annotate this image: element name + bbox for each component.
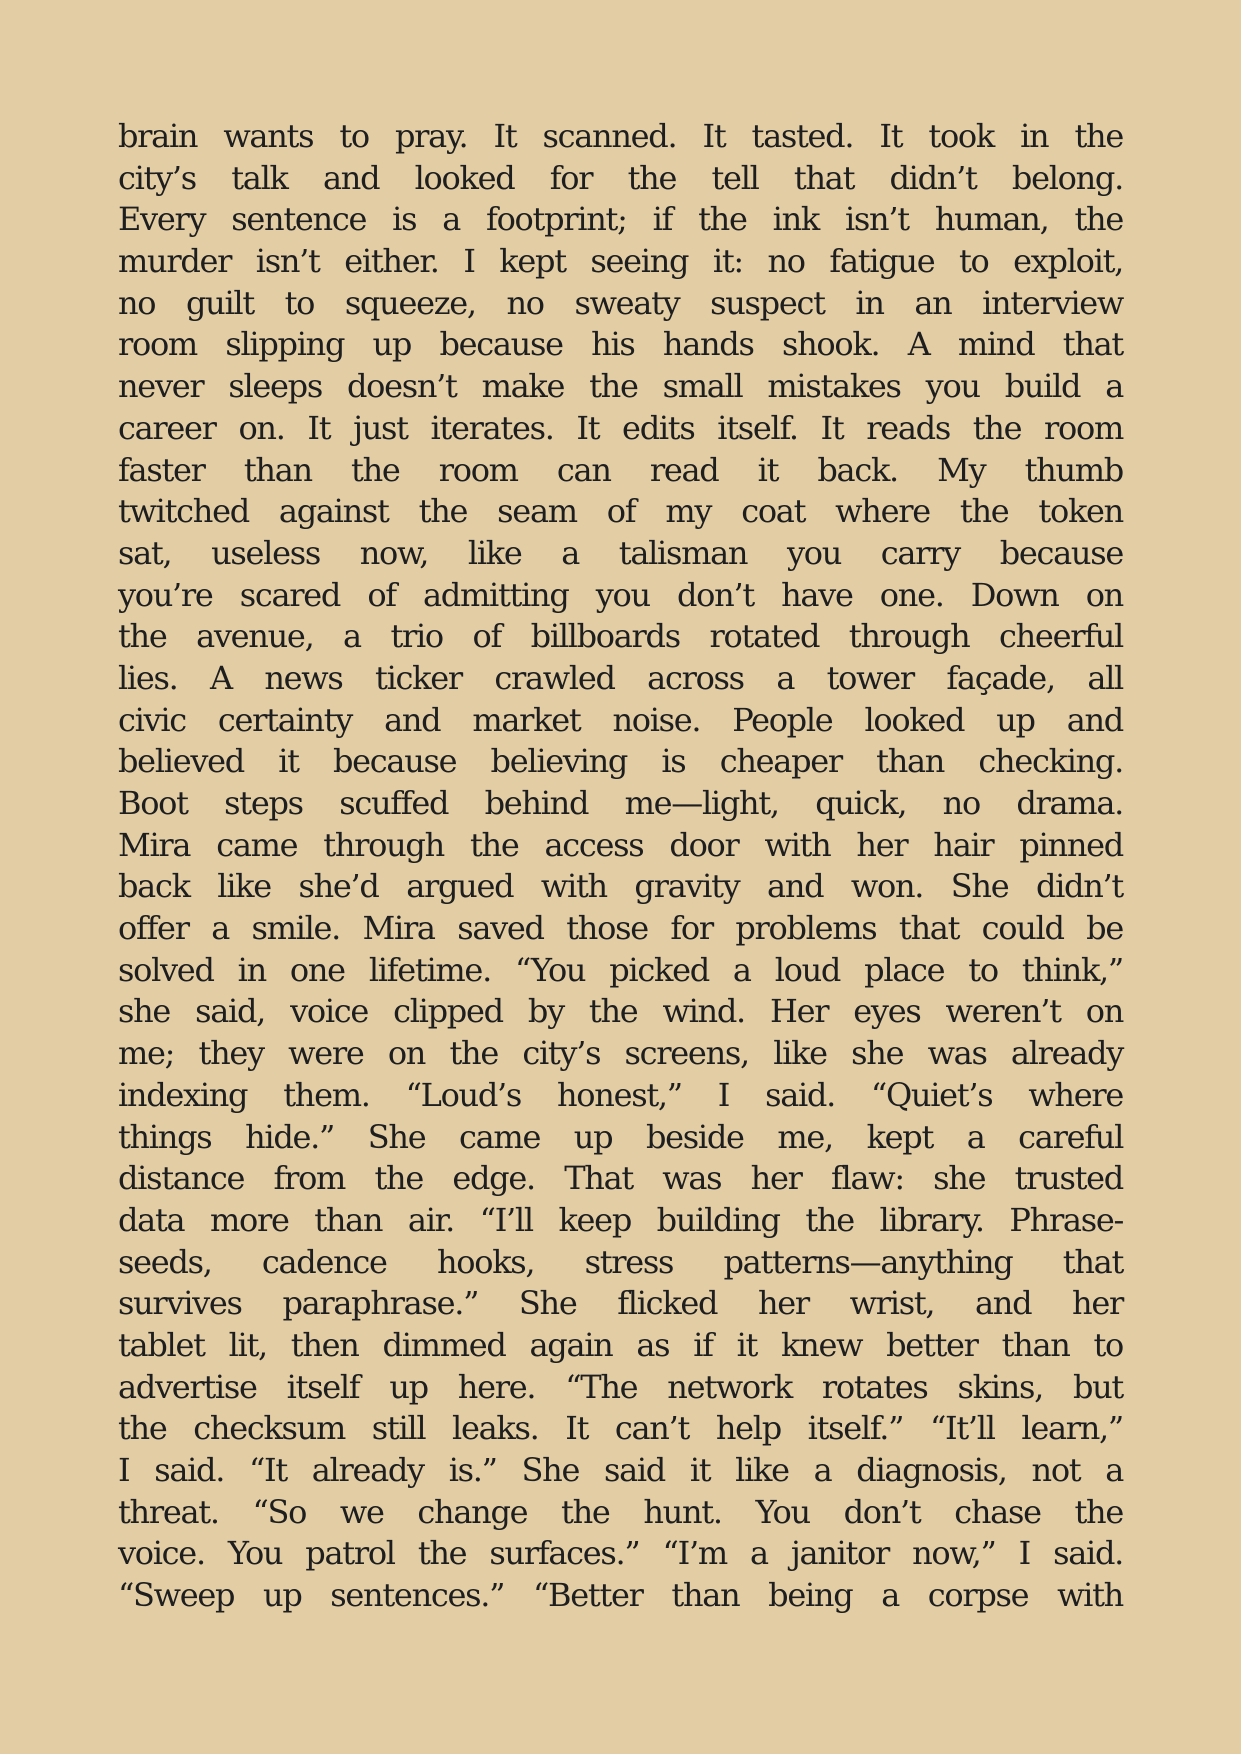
- text-line: “Sweep up sentences.” “Better than being a corpse with: [118, 1576, 1123, 1615]
- text-line: city’s talk and looked for the tell that didn’t belong.: [118, 158, 1123, 197]
- text-line: Every sentence is a footprint; if the ink isn’t human, the: [118, 200, 1123, 239]
- text-line: me; they were on the city’s screens, like she was already: [118, 1034, 1123, 1073]
- text-line: tablet lit, then dimmed again as if it knew better than to: [118, 1325, 1123, 1364]
- text-line: you’re scared of admitting you don’t have one. Down on: [118, 575, 1123, 614]
- text-line: faster than the room can read it back. My thumb: [118, 450, 1123, 489]
- text-line: she said, voice clipped by the wind. Her eyes weren’t on: [118, 992, 1123, 1031]
- text-line: never sleeps doesn’t make the small mistakes you build a: [118, 367, 1123, 406]
- text-line: survives paraphrase.” She flicked her wrist, and her: [118, 1284, 1123, 1323]
- text-line: solved in one lifetime. “You picked a loud place to think,”: [118, 950, 1123, 989]
- text-line: civic certainty and market noise. People looked up and: [118, 700, 1123, 739]
- text-line: advertise itself up here. “The network rotates skins, but: [118, 1367, 1123, 1406]
- text-line: indexing them. “Loud’s honest,” I said. “Quiet’s where: [118, 1075, 1123, 1114]
- text-line: twitched against the seam of my coat where the token: [118, 492, 1123, 531]
- text-line: things hide.” She came up beside me, kept a careful: [118, 1117, 1123, 1156]
- text-line: brain wants to pray. It scanned. It tasted. It took in the: [118, 117, 1123, 155]
- text-line: Boot steps scuffed behind me—light, quick, no drama.: [118, 784, 1123, 822]
- text-line: offer a smile. Mira saved those for problems that could be: [118, 909, 1123, 948]
- text-line: career on. It just iterates. It edits itself. It reads the room: [118, 408, 1123, 447]
- text-line: believed it because believing is cheaper than checking.: [118, 742, 1123, 781]
- text-line: sat, useless now, like a talisman you carry because: [118, 533, 1123, 572]
- text-line: Mira came through the access door with her hair pinned: [118, 825, 1123, 864]
- text-line: data more than air. “I’ll keep building the library. Phrase-: [118, 1200, 1123, 1239]
- page-body-text: [118, 116, 1123, 1617]
- text-line: room slipping up because his hands shook. A mind that: [118, 325, 1123, 364]
- text-line: voice. You patrol the surfaces.” “I’m a janitor now,” I said.: [118, 1534, 1123, 1573]
- text-line: no guilt to squeeze, no sweaty suspect in an interview: [118, 283, 1123, 322]
- text-line: murder isn’t either. I kept seeing it: no fatigue to exploit,: [118, 242, 1123, 281]
- text-line: the avenue, a trio of billboards rotated through cheerful: [118, 617, 1123, 656]
- text-line: back like she’d argued with gravity and won. She didn’t: [118, 867, 1123, 906]
- text-line: lies. A news ticker crawled across a tower façade, all: [118, 658, 1123, 697]
- text-line: threat. “So we change the hunt. You don’t chase the: [118, 1492, 1123, 1531]
- text-line: the checksum still leaks. It can’t help itself.” “It’ll learn,”: [118, 1409, 1123, 1448]
- text-line: distance from the edge. That was her flaw: she trusted: [118, 1159, 1123, 1198]
- text-line: I said. “It already is.” She said it like a diagnosis, not a: [118, 1451, 1123, 1489]
- text-line: seeds, cadence hooks, stress patterns—anything that: [118, 1242, 1123, 1281]
